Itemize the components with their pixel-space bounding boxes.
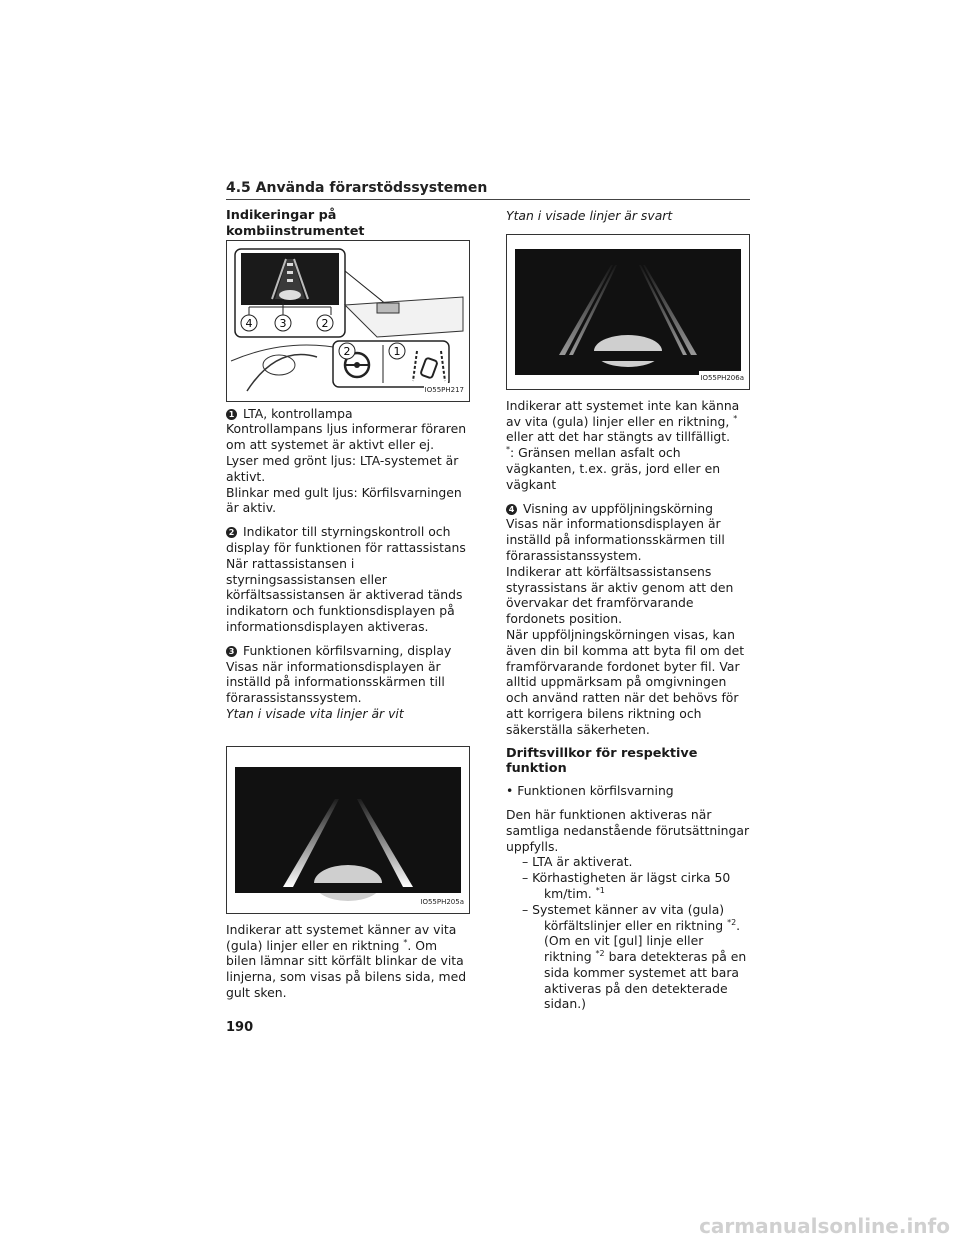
item-1-para: Lyser med grönt ljus: LTA-systemet är aktivt. (226, 452, 459, 484)
bullet-lane-warning: • Funktionen körfilsvarning (506, 783, 674, 799)
heading-indicators: Indikeringar på kombiinstrumentet (226, 208, 365, 239)
lane-display-black (507, 235, 749, 389)
lane-display-white (227, 747, 469, 913)
svg-text:2: 2 (321, 316, 329, 330)
heading-operating-conditions: Driftsvillkor för respektive funktion (506, 745, 698, 777)
conditions-intro: Den här funktionen aktiveras när samtliga nedanstående förutsättningar uppfylls. (506, 806, 750, 854)
caption-white-lines: Ytan i visade vita linjer är vit (226, 705, 404, 721)
item-2-title: 2 Indikator till styrningskontroll och display för funktionen för rattassistans (226, 524, 466, 555)
desc-black-lines: Indikerar att systemet inte kan känna av vita (gula) linjer eller en riktning, * eller att det har stängts av tillfälligt. (506, 397, 740, 445)
item-4-title: 4 Visning av uppföljningskörning (506, 501, 750, 517)
condition-item: – Systemet känner av vita (gula) körfältslinjer eller en riktning $^{*2}$. (Om en vit [gul] linje eller riktning $^{*2}$ bara detekteras på en sida kommer systemet att bara aktiveras på den detekterade sidan.) (522, 901, 747, 1012)
item-4-para: Indikerar att körfältsassistansens styrassistans är aktiv genom att den övervakar det framförvarande fordonets position. (506, 563, 734, 627)
item-number-badge: 3 (226, 646, 237, 657)
item-number-badge: 1 (226, 409, 237, 420)
figure-code: IO55PH217 (424, 383, 465, 399)
left-column (226, 208, 470, 1001)
watermark: carmanualsonline.info (699, 1214, 950, 1238)
item-number-badge: 4 (506, 504, 517, 515)
item-3-title: 3 Funktionen körfilsvarning, display (226, 643, 470, 659)
condition-item: – LTA är aktiverat. (522, 854, 633, 870)
item-1-para: Kontrollampans ljus informerar föraren om att systemet är aktivt eller ej. (226, 421, 467, 453)
svg-text:4: 4 (245, 316, 253, 330)
figure-code: IO55PH205a (419, 895, 465, 911)
figure-dashboard (226, 240, 470, 402)
right-column (506, 208, 750, 1012)
section-header: 4.5 Använda förarstödssystemen (226, 180, 488, 196)
svg-text:1: 1 (393, 344, 401, 358)
dashboard-illustration (227, 241, 469, 401)
page-number: 190 (226, 1020, 254, 1035)
item-4-para: När uppföljningskörningen visas, kan även din bil komma att byta fil om det framförvarande fordonet byter fil. Var alltid uppmärksam på omgivningen och använd ratten när det behövs för att korrigera bilens riktning och säkerställa säkerheten. (506, 626, 745, 737)
footnote: *: Gränsen mellan asfalt och vägkanten, t.ex. gräs, jord eller en vägkant (506, 445, 721, 492)
item-1-para: Blinkar med gult ljus: Körfilsvarningen är aktiv. (226, 484, 462, 516)
condition-item: – Körhastigheten är lägst cirka 50 km/tim. $^{*1}$ (522, 870, 731, 901)
svg-text:2: 2 (343, 344, 351, 358)
caption-black-lines: Ytan i visade linjer är svart (506, 208, 673, 223)
svg-text:3: 3 (279, 316, 287, 330)
item-2-para: När rattassistansen i styrningsassistansen eller körfältsassistansen är aktiverad tänds indikatorn och funktionsdisplayen på informationsdisplayen aktiveras. (226, 555, 463, 634)
figure-white-lines (226, 746, 470, 914)
desc-white-lines: Indikerar att systemet känner av vita (gula) linjer eller en riktning *. Om bilen lämnar sitt körfält blinkar de vita linjerna, som visas på bilens sida, med gult sken. (226, 921, 467, 1000)
figure-black-lines (506, 234, 750, 390)
item-1-title: 1 LTA, kontrollampa (226, 406, 470, 422)
item-3-para: Visas när informationsdisplayen är inställd på informationsskärmen till förarassistanssystem. (226, 658, 445, 706)
section-rule (226, 199, 750, 200)
figure-code: IO55PH206a (699, 371, 745, 387)
item-number-badge: 2 (226, 527, 237, 538)
item-4-para: Visas när informationsdisplayen är inställd på informationsskärmen till förarassistanssystem. (506, 516, 725, 563)
